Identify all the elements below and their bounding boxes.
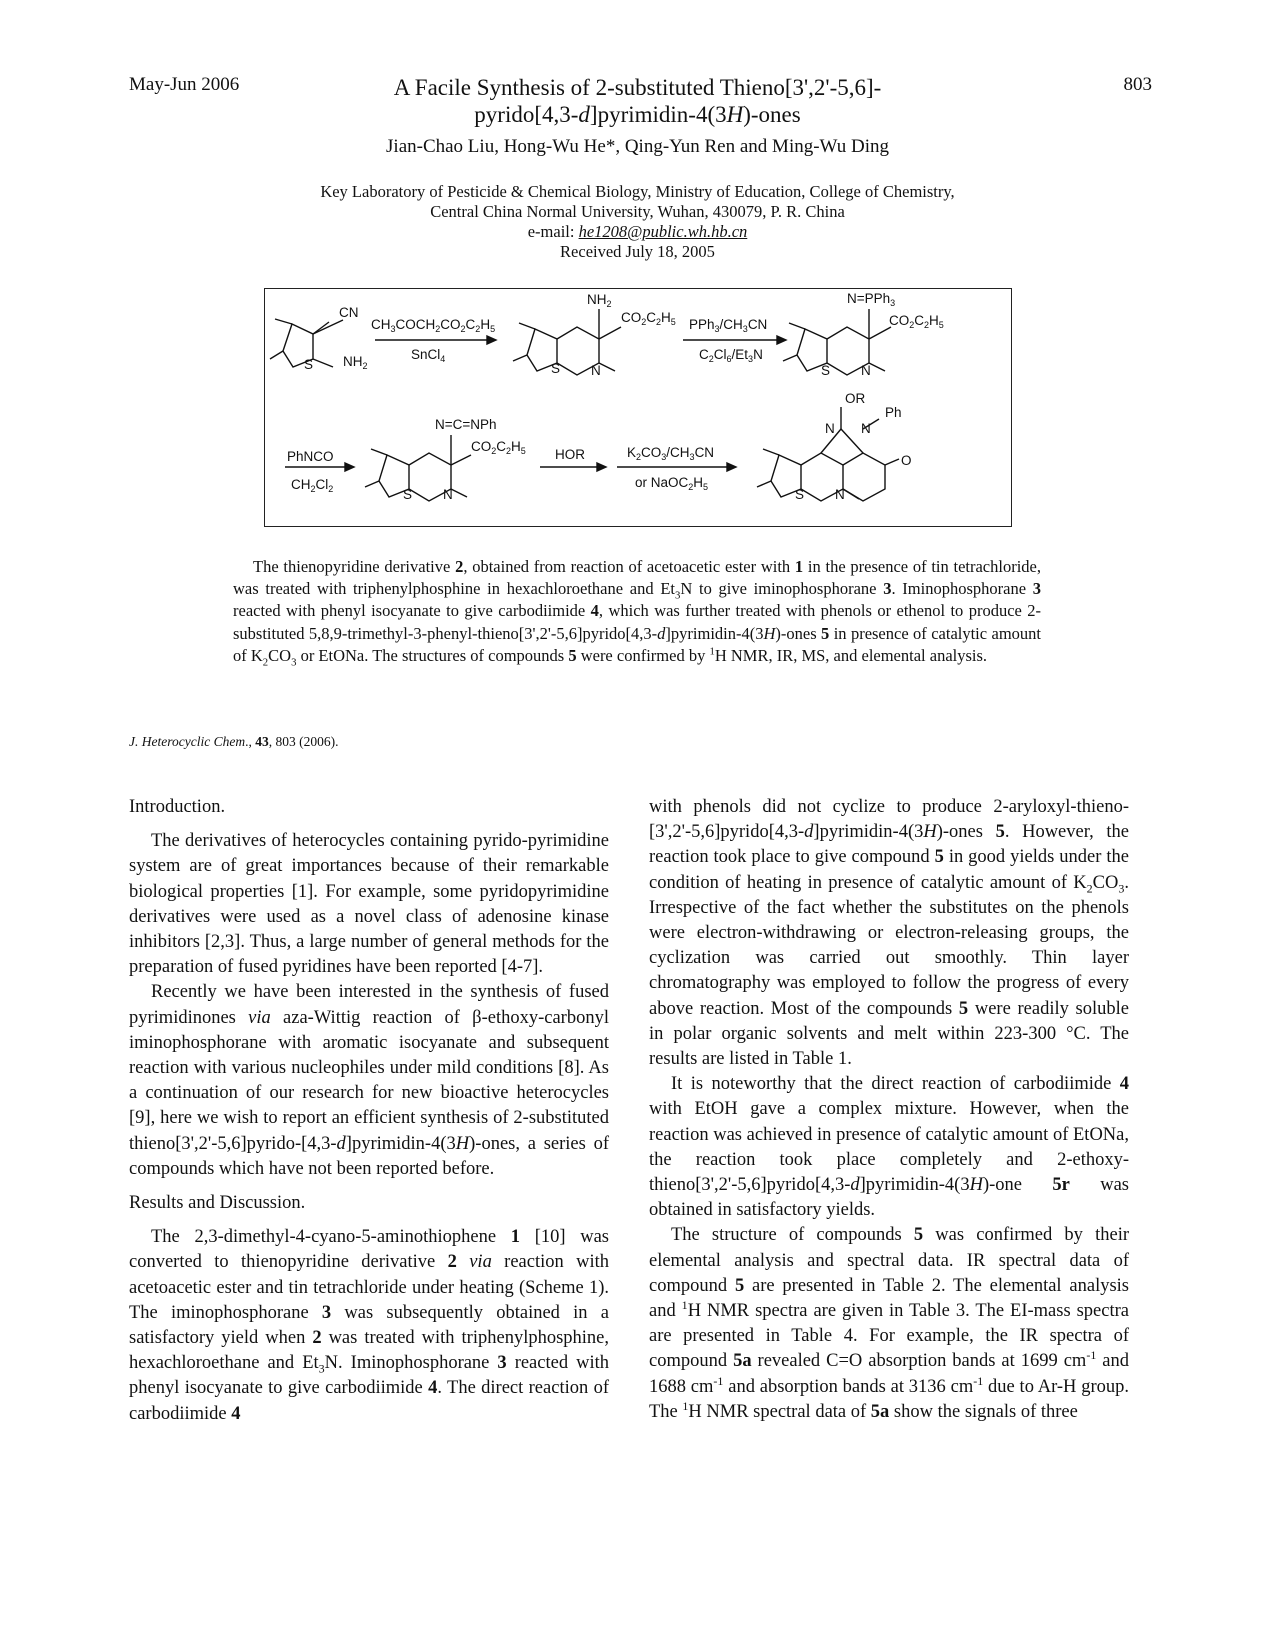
page-number: 803 bbox=[1123, 74, 1152, 95]
scheme-drawing bbox=[265, 289, 1013, 528]
title-line-1: A Facile Synthesis of 2-substituted Thieno[3',2'-5,6]- bbox=[393, 75, 882, 100]
left-column bbox=[129, 795, 609, 1427]
scheme-labels bbox=[287, 291, 944, 502]
label-s-4: S bbox=[403, 487, 413, 502]
label-naoc2h5: or $NaOC_2H_5$ bbox=[635, 475, 709, 492]
label-n-5a: N bbox=[825, 421, 835, 436]
label-n-2: N bbox=[591, 363, 601, 378]
intro-paragraph-1: The derivatives of heterocycles containing pyrido-pyrimidine system are of great importances because of their remarkable biological properties [1]. For example, some pyridopyrimidine derivatives were used as a novel class of adenosine kinase inhibitors [2,3]. Thus, a large number of general methods for the preparation of fused pyridines have been reported [4-7]. bbox=[129, 831, 609, 978]
paper-title bbox=[300, 74, 975, 128]
label-reagent2-top: $PPh_3/CH_3CN$ bbox=[689, 317, 768, 334]
label-n-5c: N bbox=[835, 487, 845, 502]
label-reagent2-bottom: $C_2Cl_6/Et_3N$ bbox=[699, 347, 763, 364]
label-s-5: S bbox=[795, 487, 805, 502]
abstract: The thienopyridine derivative 2, obtained from reaction of acetoacetic ester with 1 in the presence of tin tetrachloride, was treated with triphenylphosphine in hexachloroethane and $Et_3N$ to give iminophosphorane 3. Iminophosphorane 3 reacted with phenyl isocyanate to give carbodiimide 4, which was further treated with phenols or ethenol to produce 2-substituted 5,8,9-trimethyl-3-phenyl-thieno[3',2'-5,6]pyrido[4,3-d]pyrimidin-4(3H)-ones 5 in presence of catalytic amount of $K_2CO_3$ or EtONa. The structures of compounds 5 were confirmed by $^1$H NMR, IR, MS, and elemental analysis. bbox=[233, 557, 1042, 669]
label-k2co3: $K_2CO_3/CH_3CN$ bbox=[627, 445, 715, 462]
label-s-3: S bbox=[821, 363, 831, 378]
label-reagent1-bottom: SnCl$_4$ bbox=[411, 347, 446, 364]
affiliation bbox=[200, 182, 1075, 262]
label-phnco: PhNCO bbox=[287, 449, 334, 464]
label-n-c-nph: N=C=NPh bbox=[435, 417, 497, 432]
right-column bbox=[649, 795, 1129, 1425]
label-co2c2h5-3: $CO_2C_2H_5$ bbox=[889, 313, 944, 330]
received-date: Received July 18, 2005 bbox=[560, 242, 715, 261]
label-n-4: N bbox=[443, 487, 453, 502]
right-paragraph-3: The structure of compounds 5 was confirmed by their elemental analysis and spectral data. IR spectral data of compound 5 are presented in Table 2. The elemental analysis and $^1$H NMR spectra are given in Table 3. The EI-mass spectra are presented in Table 4. For example, the IR spectra of compound 5a revealed C=O absorption bands at 1699 $cm^{-1}$ and 1688 $cm^{-1}$ and absorption bands at 3136 $cm^{-1}$ due to Ar-H group. The $^1$H NMR spectral data of 5a show the signals of three bbox=[649, 1225, 1130, 1422]
label-o: O bbox=[901, 453, 912, 468]
label-s-1: S bbox=[304, 357, 314, 372]
journal-citation: J. Heterocyclic Chem., 43, 803 (2006). bbox=[129, 734, 339, 749]
label-co2c2h5-4: $CO_2C_2H_5$ bbox=[471, 439, 526, 456]
label-reagent1-top: $CH_3COCH_2CO_2C_2H_5$ bbox=[371, 317, 496, 334]
affiliation-line-1: Key Laboratory of Pesticide & Chemical Biology, Ministry of Education, College of Chemistry, bbox=[320, 182, 955, 201]
label-s-2: S bbox=[551, 361, 561, 376]
right-paragraph-2: It is noteworthy that the direct reaction of carbodiimide 4 with EtOH gave a complex mixture. However, when the reaction was achieved in presence of catalytic amount of EtONa, the reaction took place completely and 2-ethoxy-thieno[3',2'-5,6]pyrido[4,3-d]pyrimidin-4(3H)-one 5r was obtained in satisfactory yields. bbox=[649, 1074, 1129, 1221]
intro-paragraph-2: Recently we have been interested in the synthesis of fused pyrimidinones via aza-Wittig reaction of β-ethoxy-carbonyl iminophosphorane with aromatic isocyanate and subsequent reaction with various nucleophiles under mild conditions [8]. As a continuation of our research for new bioactive heterocycles [9], here we wish to report an efficient synthesis of 2-substituted thieno[3',2'-5,6]pyrido-[4,3-d]pyrimidin-4(3H)-ones, a series of compounds which have not been reported before. bbox=[129, 982, 609, 1179]
email-line: e-mail: he1208@public.wh.hb.cn bbox=[527, 222, 748, 241]
label-ch2cl2: $CH_2Cl_2$ bbox=[291, 477, 334, 494]
results-paragraph-1: The 2,3-dimethyl-4-cyano-5-aminothiophene 1 [10] was converted to thienopyridine derivative 2 via reaction with acetoacetic ester and tin tetrachloride under heating (Scheme 1). The iminophosphorane 3 was subsequently obtained in a satisfactory yield when 2 was treated with triphenylphosphine, hexachloroethane and $Et_3N$. Iminophosphorane 3 reacted with phenyl isocyanate to give carbodiimide 4. The direct reaction of carbodiimide 4 bbox=[129, 1227, 610, 1424]
label-cn: CN bbox=[339, 305, 359, 320]
label-nh2-top: $NH_2$ bbox=[587, 292, 612, 309]
results-heading: Results and Discussion. bbox=[129, 1193, 306, 1214]
affiliation-line-2: Central China Normal University, Wuhan, 430079, P. R. China bbox=[430, 202, 845, 221]
label-co2c2h5-2: $CO_2C_2H_5$ bbox=[621, 310, 676, 327]
right-paragraph-1: with phenols did not cyclize to produce 2-aryloxyl-thieno-[3',2'-5,6]pyrido[4,3-d]pyrimidin-4(3H)-ones 5. However, the reaction took place to give compound 5 in good yields under the condition of heating in presence of catalytic amount of $K_2CO_3$. Irrespective of the fact whether the substitutes on the phenols were electron-withdrawing or electron-releasing groups, the cyclization was carried out smoothly. Thin layer chromatography was employed to follow the progress of every above reaction. Most of the compounds 5 were readily soluble in polar organic solvents and melt within 223-300 °C. The results are listed in Table 1. bbox=[649, 797, 1129, 1070]
header-date: May-Jun 2006 bbox=[129, 74, 240, 95]
label-ph: Ph bbox=[885, 405, 902, 420]
label-or: OR bbox=[845, 391, 866, 406]
label-nh2: $NH_2$ bbox=[343, 354, 368, 371]
label-n-pph3: N=PPh$_3$ bbox=[847, 291, 896, 308]
authors: Jian-Chao Liu, Hong-Wu He*, Qing-Yun Ren and Ming-Wu Ding bbox=[386, 136, 889, 157]
title-line-2: pyrido[4,3-d]pyrimidin-4(3H)-ones bbox=[474, 102, 801, 127]
reaction-scheme bbox=[264, 288, 1012, 527]
label-n-3: N bbox=[861, 363, 871, 378]
email-link[interactable]: he1208@public.wh.hb.cn bbox=[578, 222, 748, 241]
label-n-5b: N bbox=[861, 421, 871, 436]
label-hor: HOR bbox=[555, 447, 585, 462]
introduction-heading: Introduction. bbox=[129, 797, 226, 817]
